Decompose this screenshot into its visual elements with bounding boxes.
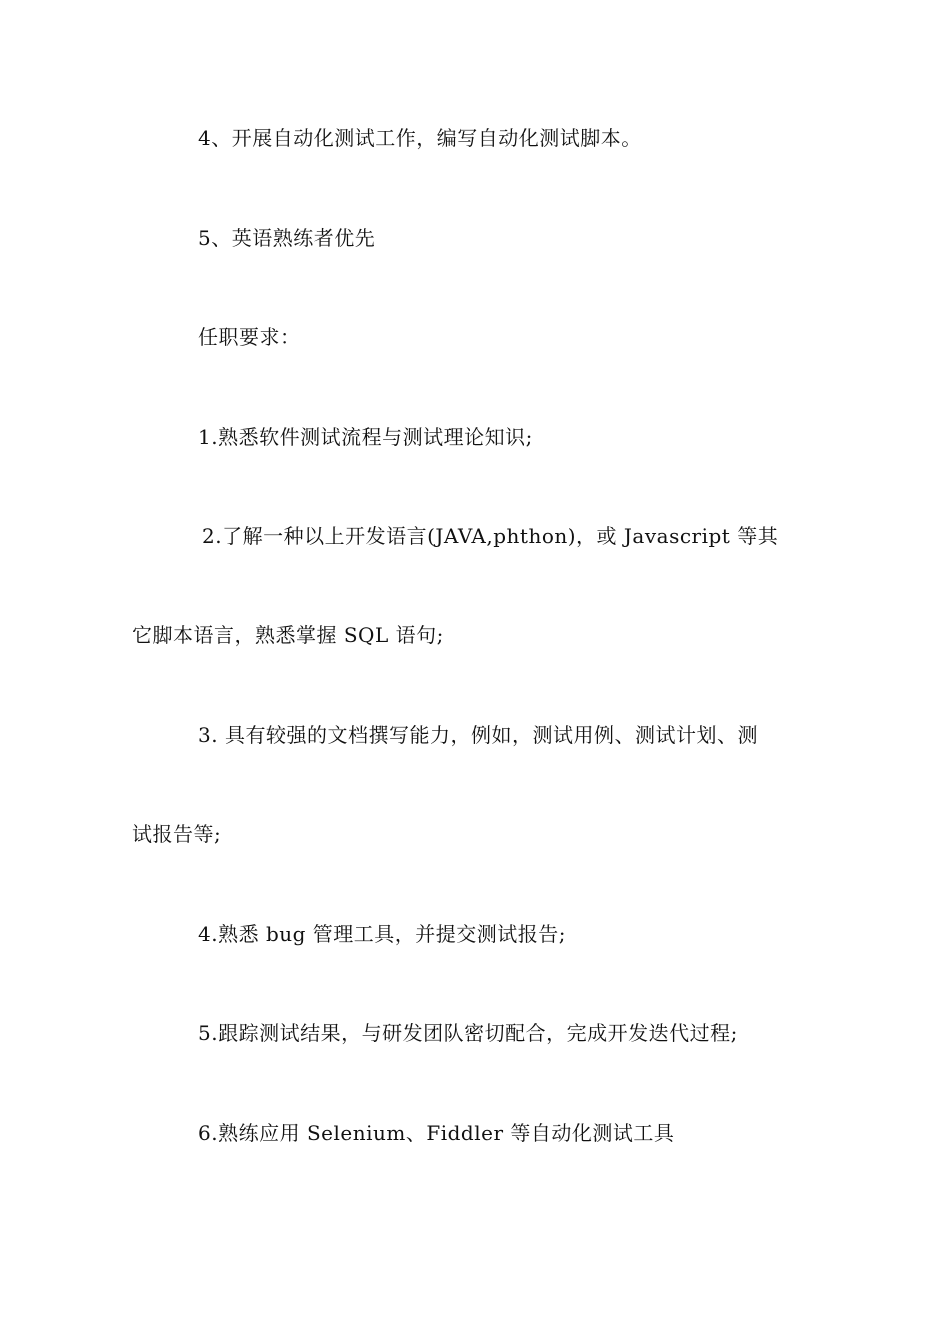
requirement-item-4: 4.熟悉 bug 管理工具，并提交测试报告; <box>198 922 567 946</box>
requirement-item-2-line-2: 它脚本语言，熟悉掌握 SQL 语句; <box>132 623 444 647</box>
requirement-item-6: 6.熟练应用 Selenium、Fiddler 等自动化测试工具 <box>198 1121 675 1145</box>
requirement-item-3-line-1: 3. 具有较强的文档撰写能力，例如，测试用例、测试计划、测 <box>198 723 758 747</box>
requirement-item-3-line-2: 试报告等; <box>132 822 222 846</box>
requirement-item-2-line-1: 2.了解一种以上开发语言(JAVA,phthon)，或 Javascript 等其 <box>202 524 779 548</box>
requirement-item-5: 5.跟踪测试结果，与研发团队密切配合，完成开发迭代过程; <box>198 1021 738 1045</box>
duty-item-4: 4、开展自动化测试工作，编写自动化测试脚本。 <box>198 126 642 150</box>
requirement-item-1: 1.熟悉软件测试流程与测试理论知识; <box>198 425 533 449</box>
duty-item-5: 5、英语熟练者优先 <box>198 226 376 250</box>
requirements-heading: 任职要求： <box>198 325 301 349</box>
